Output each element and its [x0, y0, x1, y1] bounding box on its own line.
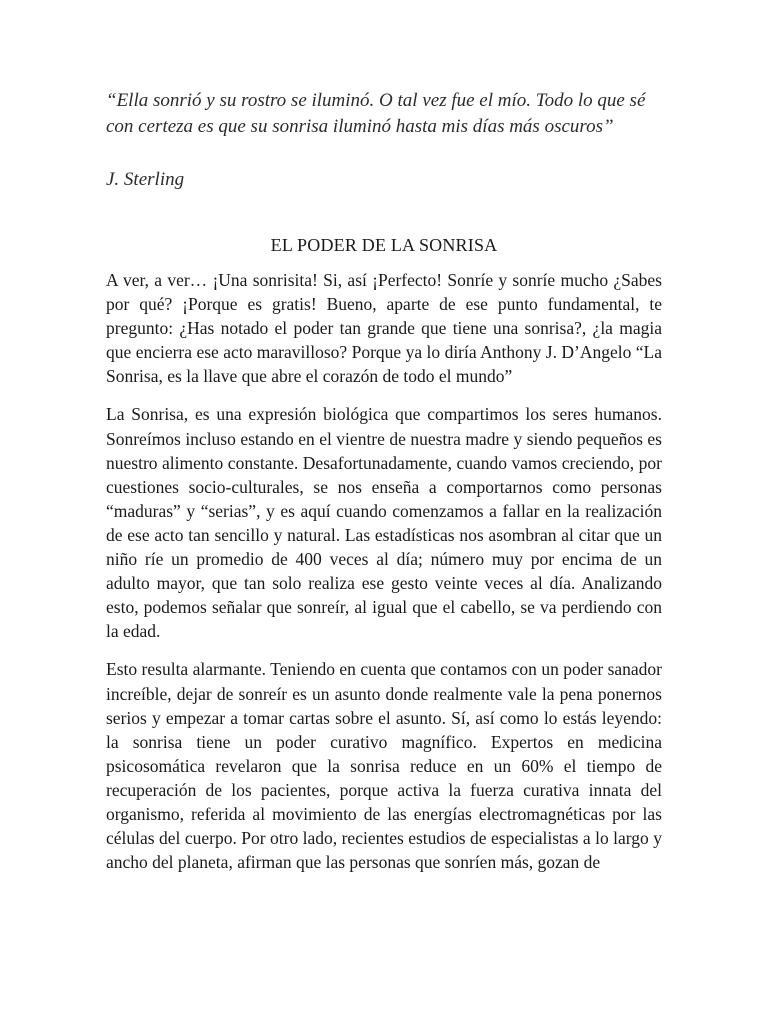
epigraph-quote: “Ella sonrió y su rostro se iluminó. O tal vez fue el mío. Todo lo que sé con certeza es que su sonrisa iluminó hasta mis días más oscuros”	[106, 90, 646, 137]
document-title: EL PODER DE LA SONRISA	[270, 235, 498, 255]
body-paragraph: Esto resulta alarmante. Teniendo en cuenta que contamos con un poder sanador increíble, dejar de sonreír es un asunto donde realmente vale la pena ponernos serios y empezar a tomar cartas sobre el asunto. Sí, así como lo estás leyendo: la sonrisa tiene un poder curativo magnífico. Expertos en medicina psicosomática revelaron que la sonrisa reduce en un 60% el tiempo de recuperación de los pacientes, porque activa la fuerza curativa innata del organismo, referida al movimiento de las energías electromagnéticas por las células del cuerpo. Por otro lado, recientes estudios de especialistas a lo largo y ancho del planeta, afirman que las personas que sonríen más, gozan de	[106, 659, 662, 873]
document-body	[106, 268, 662, 888]
body-paragraph: La Sonrisa, es una expresión biológica que compartimos los seres humanos. Sonreímos incluso estando en el vientre de nuestra madre y siendo pequeños es nuestro alimento constante. Desafortunadamente, cuando vamos creciendo, por cuestiones socio-culturales, se nos enseña a comportarnos como personas “maduras” y “serias”, y es aquí cuando comenzamos a fallar en la realización de ese acto tan sencillo y natural. Las estadísticas nos asombran al citar que un niño ríe un promedio de 400 veces al día; número muy por encima de un adulto mayor, que tan solo realiza ese gesto veinte veces al día. Analizando esto, podemos señalar que sonreír, al igual que el cabello, se va perdiendo con la edad.	[106, 404, 662, 642]
epigraph-author: J. Sterling	[106, 169, 185, 190]
body-paragraph: A ver, a ver… ¡Una sonrisita! Si, así ¡Perfecto! Sonríe y sonríe mucho ¿Sabes por qué? ¡Porque es gratis! Bueno, aparte de ese punto fundamental, te pregunto: ¿Has notado el poder tan grande que tiene una sonrisa?, ¿la magia que encierra ese acto maravilloso? Porque ya lo diría Anthony J. D’Angelo “La Sonrisa, es la llave que abre el corazón de todo el mundo”	[106, 270, 662, 387]
